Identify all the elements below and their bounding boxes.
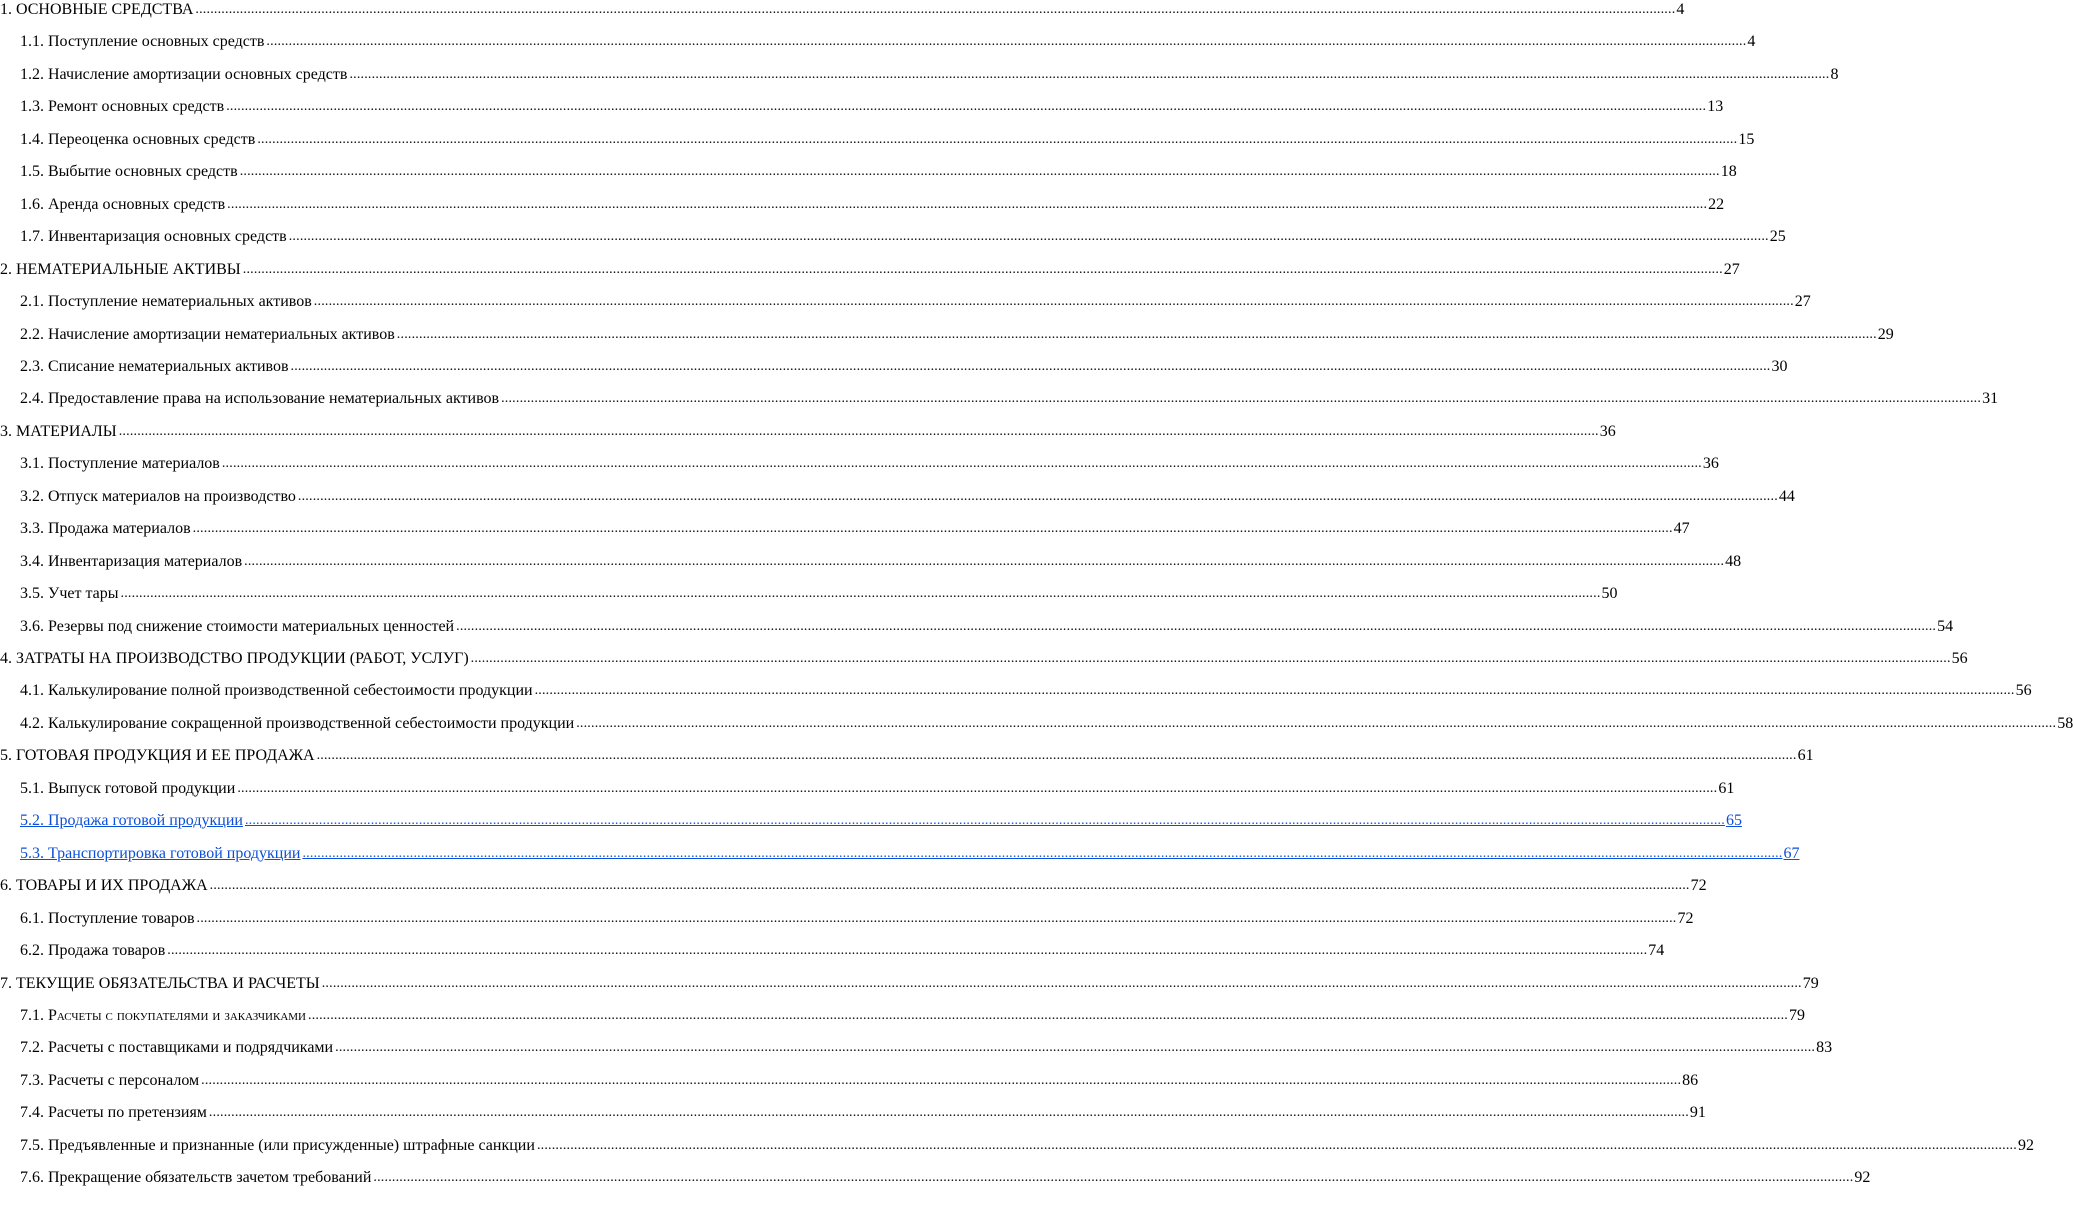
toc-page-number: 79 [1802, 974, 1819, 992]
toc-dot-leader: ................................................................................................................................................................................................................................................................................................................................................................................................................ [321, 975, 1802, 991]
toc-entry-title: 1.3. Ремонт основных средств [20, 98, 225, 116]
toc-dot-leader: ................................................................................................................................................................................................................................................................................................................................................................................................................ [302, 845, 1783, 861]
toc-subsection-entry[interactable] [20, 1030, 1833, 1058]
toc-dot-leader: ................................................................................................................................................................................................................................................................................................................................................................................................................ [221, 456, 1702, 472]
toc-page-number: 13 [1707, 98, 1724, 116]
toc-entry-title: 7.3. Расчеты с персоналом [20, 1071, 200, 1089]
toc-entry-title: 3. МАТЕРИАЛЫ [0, 422, 117, 440]
toc-page-number: 92 [1854, 1169, 1871, 1187]
toc-entry-title: 3.1. Поступление материалов [20, 455, 220, 473]
toc-entry-title: 5.3. Транспортировка готовой продукции [20, 844, 301, 862]
toc-dot-leader: ................................................................................................................................................................................................................................................................................................................................................................................................................ [396, 326, 1877, 342]
toc-dot-leader: ................................................................................................................................................................................................................................................................................................................................................................................................................ [288, 229, 1769, 245]
toc-page-number: 18 [1720, 163, 1737, 181]
toc-page-number: 56 [1951, 650, 1968, 667]
toc-subsection-entry[interactable] [20, 24, 1756, 52]
toc-entry-title: 1.4. Переоценка основных средств [20, 130, 256, 148]
toc-entry-title: 2.1. Поступление нематериальных активов [20, 293, 312, 311]
toc-page-number: 4 [1747, 33, 1756, 51]
toc-dot-leader: ................................................................................................................................................................................................................................................................................................................................................................................................................ [196, 910, 1677, 926]
toc-subsection-entry[interactable] [20, 317, 1894, 345]
toc-dot-leader: ................................................................................................................................................................................................................................................................................................................................................................................................................ [349, 66, 1830, 82]
toc-dot-leader: ................................................................................................................................................................................................................................................................................................................................................................................................................ [297, 488, 1778, 504]
toc-entry-title: 7.5. Предъявленные и признанные (или присужденные) штрафные санкции [20, 1136, 535, 1154]
toc-entry-title: 4.2. Калькулирование сокращенной производственной себестоимости продукции [20, 714, 575, 732]
toc-dot-leader: ................................................................................................................................................................................................................................................................................................................................................................................................................ [239, 164, 1720, 180]
toc-page-number: 31 [1982, 390, 1999, 408]
toc-section-entry[interactable] [0, 252, 1740, 280]
toc-subsection-entry[interactable] [20, 1160, 1871, 1188]
toc-page-number: 22 [1708, 195, 1725, 213]
toc-entry-title: 7.6. Прекращение обязательств зачетом требований [20, 1169, 372, 1187]
toc-page-number: 36 [1702, 455, 1719, 473]
toc-entry-title: 2.4. Предоставление права на использование нематериальных активов [20, 390, 500, 408]
toc-entry-title: 1.1. Поступление основных средств [20, 33, 265, 51]
toc-subsection-entry[interactable] [20, 673, 2032, 701]
toc-subsection-entry[interactable] [20, 998, 1805, 1026]
toc-dot-leader: ................................................................................................................................................................................................................................................................................................................................................................................................................ [118, 423, 1599, 439]
toc-subsection-entry[interactable] [20, 706, 2073, 734]
toc-page-number: 79 [1789, 1006, 1805, 1024]
toc-dot-leader: ................................................................................................................................................................................................................................................................................................................................................................................................................ [536, 1137, 2017, 1153]
toc-dot-leader: ................................................................................................................................................................................................................................................................................................................................................................................................................ [316, 748, 1797, 764]
toc-page-number: 15 [1738, 130, 1755, 148]
toc-page-number: 67 [1783, 844, 1800, 862]
toc-entry-title: 6. ТОВАРЫ И ИХ ПРОДАЖА [0, 877, 208, 895]
toc-dot-leader: ................................................................................................................................................................................................................................................................................................................................................................................................................ [335, 1040, 1816, 1056]
toc-dot-leader: ................................................................................................................................................................................................................................................................................................................................................................................................................ [534, 683, 2015, 699]
toc-subsection-entry[interactable] [20, 1063, 1699, 1091]
toc-dot-leader: ................................................................................................................................................................................................................................................................................................................................................................................................................ [501, 391, 1982, 407]
toc-subsection-entry[interactable] [20, 511, 1690, 539]
toc-page-number: 72 [1690, 877, 1707, 895]
toc-subsection-entry[interactable] [20, 349, 1788, 377]
toc-subsection-entry[interactable] [20, 154, 1737, 182]
toc-entry-title: 4. ЗАТРАТЫ НА ПРОИЗВОДСТВО ПРОДУКЦИИ (РАБОТ, УСЛУГ) [0, 650, 469, 667]
toc-page-number: 30 [1771, 357, 1788, 375]
toc-subsection-entry[interactable] [20, 609, 1954, 637]
toc-page-number: 50 [1601, 585, 1618, 603]
toc-entry-title: 6.1. Поступление товаров [20, 909, 195, 927]
toc-entry-title: 7.1. Расчеты с покупателями и заказчиками [20, 1006, 306, 1024]
toc-dot-leader: ................................................................................................................................................................................................................................................................................................................................................................................................................ [313, 294, 1794, 310]
toc-subsection-entry[interactable] [20, 479, 1795, 507]
toc-dot-leader: ................................................................................................................................................................................................................................................................................................................................................................................................................ [201, 1072, 1682, 1088]
toc-page-number: 74 [1648, 942, 1665, 960]
toc-subsection-entry[interactable] [20, 187, 1725, 215]
toc-subsection-entry[interactable] [20, 122, 1755, 150]
toc-subsection-entry[interactable] [20, 1128, 2034, 1156]
toc-page-number: 29 [1877, 325, 1894, 343]
toc-dot-leader: ................................................................................................................................................................................................................................................................................................................................................................................................................ [192, 521, 1673, 537]
toc-section-entry[interactable] [0, 966, 1819, 994]
toc-dot-leader: ................................................................................................................................................................................................................................................................................................................................................................................................................ [470, 651, 1951, 666]
toc-dot-leader: ................................................................................................................................................................................................................................................................................................................................................................................................................ [242, 261, 1723, 277]
toc-page-number: 27 [1794, 293, 1811, 311]
toc-dot-leader: ................................................................................................................................................................................................................................................................................................................................................................................................................ [290, 358, 1771, 374]
toc-dot-leader: ................................................................................................................................................................................................................................................................................................................................................................................................................ [244, 813, 1725, 829]
toc-dot-leader: ................................................................................................................................................................................................................................................................................................................................................................................................................ [120, 586, 1601, 602]
toc-page-number: 8 [1830, 65, 1839, 83]
toc-page-number: 86 [1682, 1071, 1699, 1089]
toc-page-number: 44 [1778, 487, 1795, 505]
toc-dot-leader: ................................................................................................................................................................................................................................................................................................................................................................................................................ [167, 943, 1648, 959]
toc-dot-leader: ................................................................................................................................................................................................................................................................................................................................................................................................................ [195, 2, 1676, 17]
toc-entry-title: 3.6. Резервы под снижение стоимости материальных ценностей [20, 617, 455, 635]
toc-subsection-entry[interactable] [20, 89, 1724, 117]
toc-subsection-entry[interactable] [20, 576, 1618, 604]
toc-entry-title: 5. ГОТОВАЯ ПРОДУКЦИЯ И ЕЕ ПРОДАЖА [0, 747, 315, 765]
toc-dot-leader: ................................................................................................................................................................................................................................................................................................................................................................................................................ [576, 715, 2057, 731]
toc-entry-title: 3.5. Учет тары [20, 585, 119, 603]
toc-entry-title: 3.3. Продажа материалов [20, 520, 191, 538]
toc-subsection-entry[interactable] [20, 1095, 1706, 1123]
toc-subsection-entry[interactable] [20, 771, 1735, 799]
toc-page-number: 47 [1673, 520, 1690, 538]
toc-section-entry[interactable] [0, 738, 1814, 766]
toc-page-number: 56 [2015, 682, 2032, 700]
toc-page-number: 61 [1718, 779, 1735, 797]
toc-subsection-entry[interactable] [20, 219, 1786, 247]
toc-subsection-entry[interactable] [20, 933, 1665, 961]
toc-entry-title: 1.6. Аренда основных средств [20, 195, 226, 213]
toc-entry-title: 1.7. Инвентаризация основных средств [20, 228, 287, 246]
toc-page-number: 25 [1769, 228, 1786, 246]
toc-dot-leader: ................................................................................................................................................................................................................................................................................................................................................................................................................ [456, 618, 1937, 634]
toc-page-number: 91 [1689, 1104, 1706, 1122]
toc-page-number: 4 [1676, 1, 1685, 18]
toc-dot-leader: ................................................................................................................................................................................................................................................................................................................................................................................................................ [237, 780, 1718, 796]
toc-section-entry[interactable] [0, 414, 1616, 442]
toc-subsection-entry[interactable] [20, 446, 1719, 474]
toc-entry-title: 5.1. Выпуск готовой продукции [20, 779, 236, 797]
toc-entry-title: 5.2. Продажа готовой продукции [20, 812, 243, 830]
toc-entry-title: 7.2. Расчеты с поставщиками и подрядчиками [20, 1039, 334, 1057]
toc-entry-title: 6.2. Продажа товаров [20, 942, 166, 960]
toc-dot-leader: ................................................................................................................................................................................................................................................................................................................................................................................................................ [308, 1007, 1788, 1023]
toc-dot-leader: ................................................................................................................................................................................................................................................................................................................................................................................................................ [209, 878, 1690, 894]
toc-page-number: 92 [2017, 1136, 2034, 1154]
toc-subsection-entry[interactable] [20, 544, 1742, 572]
toc-dot-leader: ................................................................................................................................................................................................................................................................................................................................................................................................................ [226, 99, 1707, 115]
toc-subsection-entry[interactable] [20, 803, 1742, 831]
toc-dot-leader: ................................................................................................................................................................................................................................................................................................................................................................................................................ [244, 553, 1725, 569]
toc-entry-title: 3.2. Отпуск материалов на производство [20, 487, 296, 505]
toc-subsection-entry[interactable] [20, 901, 1694, 929]
toc-entry-title: 2.3. Списание нематериальных активов [20, 357, 289, 375]
toc-page-number: 61 [1797, 747, 1814, 765]
toc-subsection-entry[interactable] [20, 57, 1839, 85]
toc-subsection-entry[interactable] [20, 381, 1999, 409]
toc-dot-leader: ................................................................................................................................................................................................................................................................................................................................................................................................................ [266, 34, 1747, 50]
toc-dot-leader: ................................................................................................................................................................................................................................................................................................................................................................................................................ [208, 1105, 1689, 1121]
toc-page-number: 83 [1816, 1039, 1833, 1057]
toc-section-entry[interactable] [0, 641, 1968, 669]
toc-entry-title: 2.2. Начисление амортизации нематериальных активов [20, 325, 395, 343]
toc-section-entry[interactable] [0, 868, 1707, 896]
toc-page-number: 36 [1599, 422, 1616, 440]
toc-entry-title: 2. НЕМАТЕРИАЛЬНЫЕ АКТИВЫ [0, 260, 241, 278]
toc-page-number: 48 [1725, 552, 1742, 570]
toc-entry-title: 7.4. Расчеты по претензиям [20, 1104, 207, 1122]
toc-dot-leader: ................................................................................................................................................................................................................................................................................................................................................................................................................ [227, 196, 1708, 212]
toc-entry-title: 1.2. Начисление амортизации основных средств [20, 65, 348, 83]
toc-page-number: 27 [1723, 260, 1740, 278]
toc-section-entry[interactable] [0, 0, 1685, 20]
toc-dot-leader: ................................................................................................................................................................................................................................................................................................................................................................................................................ [373, 1170, 1854, 1186]
toc-entry-title: 7. ТЕКУЩИЕ ОБЯЗАТЕЛЬСТВА И РАСЧЕТЫ [0, 974, 320, 992]
toc-entry-title: 4.1. Калькулирование полной производственной себестоимости продукции [20, 682, 533, 700]
toc-page-number: 58 [2057, 714, 2073, 732]
toc-dot-leader: ................................................................................................................................................................................................................................................................................................................................................................................................................ [257, 131, 1738, 147]
toc-page-number: 54 [1937, 617, 1954, 635]
toc-page-number: 72 [1677, 909, 1694, 927]
toc-page-number: 65 [1725, 812, 1742, 830]
toc-entry-title: 1. ОСНОВНЫЕ СРЕДСТВА [0, 1, 194, 18]
toc-subsection-entry[interactable] [20, 284, 1811, 312]
toc-subsection-entry[interactable] [20, 836, 1800, 864]
toc-entry-title: 3.4. Инвентаризация материалов [20, 552, 243, 570]
toc-entry-title: 1.5. Выбытие основных средств [20, 163, 238, 181]
